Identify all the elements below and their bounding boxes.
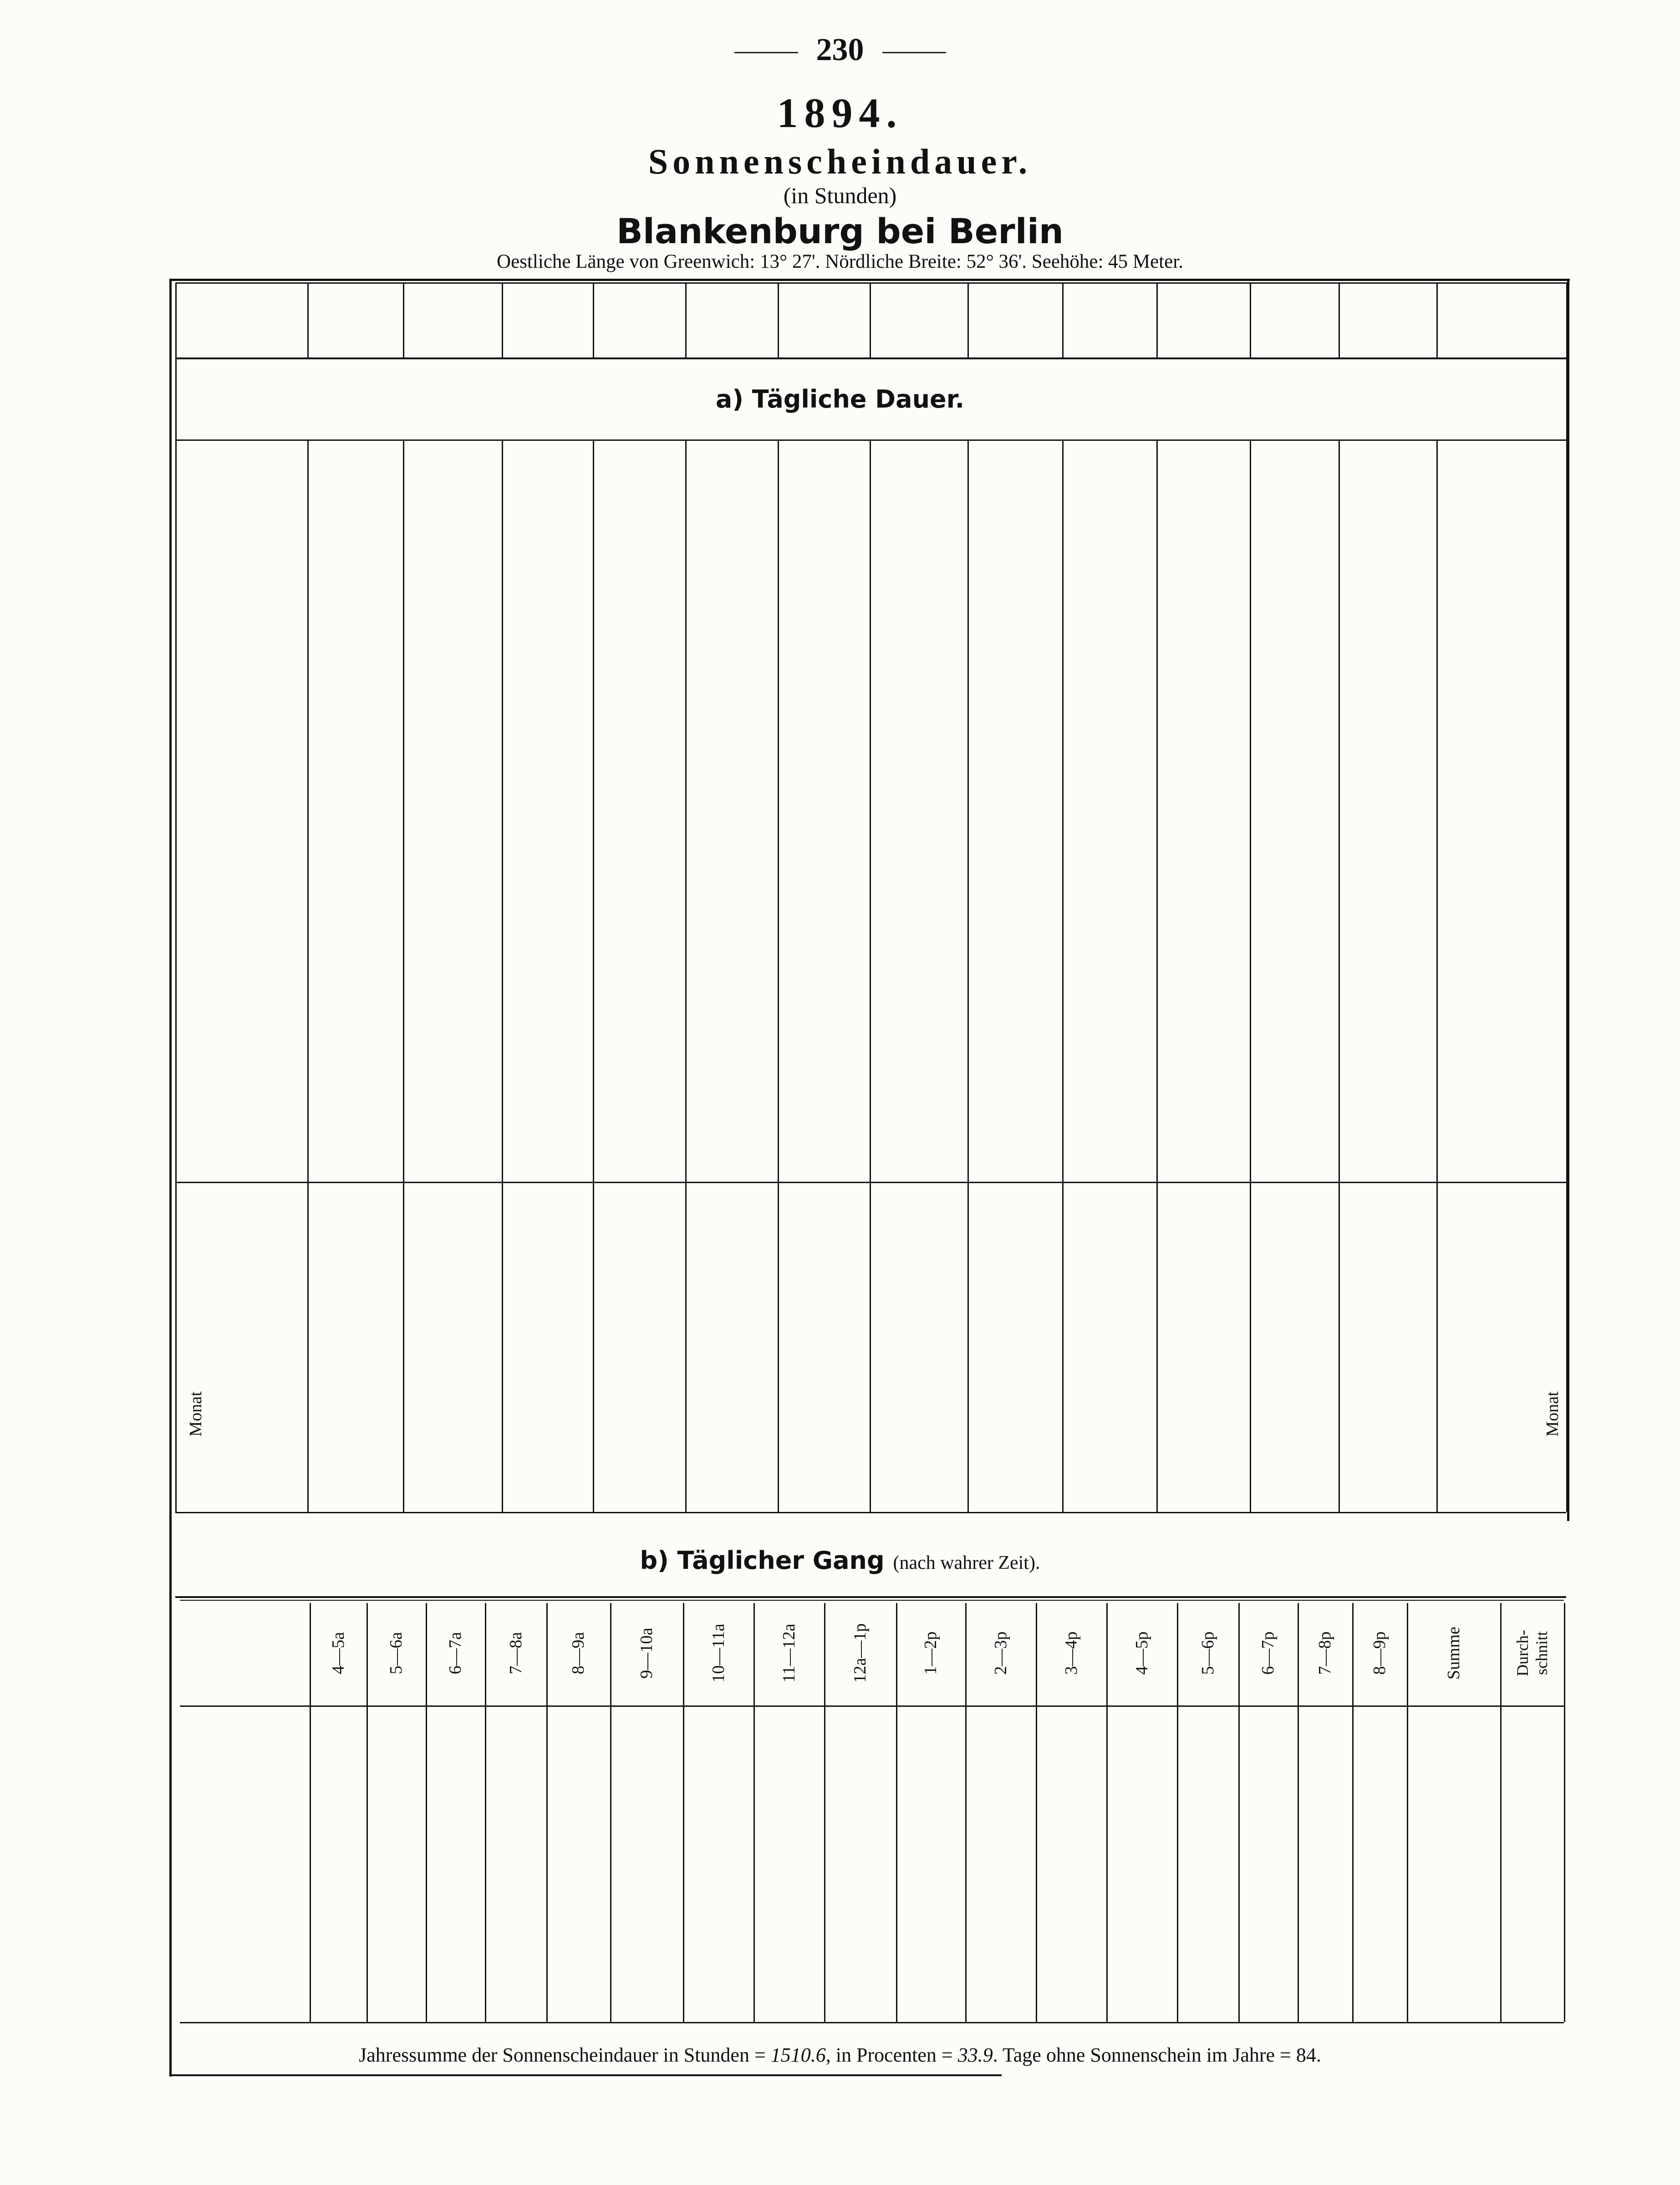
table-b-col-rule — [546, 1603, 548, 2022]
station-name: Blankenburg bei Berlin — [616, 211, 1064, 251]
hour-header-text: 6—7a — [446, 1632, 465, 1674]
table-a-top-border — [169, 279, 1570, 281]
data-col-rule — [502, 439, 503, 1512]
hour-header-13 — [1128, 1614, 1156, 1692]
summe-header — [1440, 1614, 1467, 1692]
inner-right-border — [1566, 282, 1568, 1512]
table-b-col-rule — [965, 1603, 967, 2022]
hour-header-2 — [382, 1614, 410, 1692]
header-col-rule — [967, 282, 969, 357]
table-b-col-rule — [753, 1603, 755, 2022]
hour-header-3 — [442, 1614, 469, 1692]
data-col-rule — [1156, 439, 1158, 1512]
hour-header-5 — [565, 1614, 592, 1692]
table-b-col-rule — [824, 1603, 825, 2022]
data-col-rule — [778, 439, 779, 1512]
header-col-rule — [1436, 282, 1438, 357]
hour-header-text: 4—5p — [1132, 1631, 1151, 1675]
section-b-title: b) Täglicher Gang (nach wahrer Zeit). — [640, 1546, 1040, 1575]
durchschnitt-header — [1514, 1614, 1550, 1692]
hour-header-text: 8—9a — [569, 1632, 588, 1674]
table-b-col-rule — [1564, 1603, 1565, 2022]
table-b-col-rule — [310, 1603, 311, 2022]
bottom-frame-rule — [169, 2074, 1002, 2076]
table-b-top-rule — [175, 1596, 1566, 1598]
data-col-rule — [685, 439, 687, 1512]
data-col-rule — [403, 439, 404, 1512]
hour-header-text: 1—2p — [921, 1631, 940, 1675]
hour-header-12 — [1058, 1614, 1085, 1692]
table-b-bottom-rule — [180, 2022, 1564, 2023]
table-b-col-rule — [1298, 1603, 1299, 2022]
data-col-rule — [1339, 439, 1340, 1512]
table-b-top-inner — [180, 1600, 1564, 1601]
table-b-col-rule — [683, 1603, 684, 2022]
monat-label-text: Monat — [186, 1391, 205, 1437]
hour-header-6 — [633, 1614, 660, 1692]
table-b-col-rule — [1036, 1603, 1037, 2022]
header-col-rule — [307, 282, 309, 357]
data-col-rule — [1062, 439, 1064, 1512]
header-col-rule — [778, 282, 779, 357]
hour-header-10 — [917, 1614, 944, 1692]
hour-header-text: 10—11a — [708, 1623, 728, 1683]
hour-header-text: 7—8a — [506, 1632, 525, 1674]
hour-header-4 — [502, 1614, 529, 1692]
data-col-rule — [1250, 439, 1251, 1512]
data-col-rule — [870, 439, 871, 1512]
table-b-col-rule — [485, 1603, 486, 2022]
hour-header-text: 11—12a — [779, 1623, 799, 1683]
table-b-col-rule — [1106, 1603, 1108, 2022]
hour-header-text: 9—10a — [637, 1628, 656, 1679]
footer-summary: Jahressumme der Sonnenscheindauer in Stunden = 1510.6, in Procenten = 33.9. Tage ohne Sonnenschein im Jahre = 84. — [359, 2044, 1321, 2066]
table-b-header-rule — [180, 1705, 1564, 1707]
monat-label-right — [1541, 1371, 1564, 1457]
hour-header-text: 7—8p — [1315, 1631, 1334, 1675]
hour-header-15 — [1254, 1614, 1282, 1692]
hour-header-text: 2—3p — [991, 1631, 1010, 1675]
unit-note: (in Stunden) — [783, 183, 897, 208]
hour-header-7 — [705, 1614, 732, 1692]
header-col-rule — [1250, 282, 1251, 357]
inner-left-border — [175, 282, 177, 1512]
table-b-col-rule — [1407, 1603, 1408, 2022]
hour-header-text: 6—7p — [1258, 1631, 1278, 1675]
section-a-rule — [175, 439, 1566, 441]
table-b-col-rule — [1352, 1603, 1354, 2022]
table-a-bottom-rule — [175, 1512, 1566, 1513]
hour-header-14 — [1194, 1614, 1222, 1692]
summe-header-text: Summe — [1444, 1626, 1463, 1680]
header-col-rule — [1339, 282, 1340, 357]
hour-header-text: 4—5a — [328, 1632, 348, 1674]
header-col-rule — [1062, 282, 1064, 357]
hour-header-11 — [987, 1614, 1014, 1692]
data-col-rule — [307, 439, 309, 1512]
table-b-col-rule — [426, 1603, 427, 2022]
hour-header-9 — [846, 1614, 874, 1692]
data-col-rule — [1436, 439, 1438, 1512]
table-b-col-rule — [1238, 1603, 1240, 2022]
hour-header-text: 5—6p — [1198, 1631, 1217, 1675]
hour-header-text: 3—4p — [1061, 1631, 1081, 1675]
table-b-col-rule — [1500, 1603, 1502, 2022]
table-b-col-rule — [367, 1603, 368, 2022]
header-col-rule — [870, 282, 871, 357]
data-col-rule — [967, 439, 969, 1512]
durchschnitt-header-text: Durch-schnitt — [1513, 1630, 1551, 1676]
header-col-rule — [1156, 282, 1158, 357]
hour-header-1 — [325, 1614, 352, 1692]
page-number: 230 — [0, 32, 1680, 68]
dash-left — [734, 52, 798, 53]
hour-header-text: 5—6a — [387, 1632, 406, 1674]
table-b-col-rule — [896, 1603, 897, 2022]
header-bottom-rule — [175, 357, 1566, 359]
hour-header-16 — [1311, 1614, 1339, 1692]
table-b-col-rule — [1177, 1603, 1178, 2022]
hour-header-text: 12a—1p — [850, 1623, 870, 1683]
year-heading: 1894. — [777, 90, 903, 136]
header-col-rule — [593, 282, 594, 357]
header-col-rule — [685, 282, 687, 357]
hour-header-17 — [1366, 1614, 1393, 1692]
header-col-rule — [403, 282, 404, 357]
station-coordinates: Oestliche Länge von Greenwich: 13° 27'. Nördliche Breite: 52° 36'. Seehöhe: 45 Meter. — [497, 251, 1183, 272]
monat-label-left — [184, 1371, 207, 1457]
hour-header-8 — [775, 1614, 803, 1692]
decade-rule — [175, 1182, 1566, 1183]
section-a-title: a) Tägliche Dauer. — [715, 385, 965, 414]
table-b-col-rule — [610, 1603, 611, 2022]
monat-label-text: Monat — [1543, 1391, 1562, 1437]
outer-left-border — [169, 279, 172, 2077]
data-col-rule — [593, 439, 594, 1512]
dash-right — [882, 52, 946, 53]
header-col-rule — [502, 282, 503, 357]
hour-header-text: 8—9p — [1370, 1631, 1389, 1675]
document-title: Sonnenscheindauer. — [648, 142, 1032, 181]
